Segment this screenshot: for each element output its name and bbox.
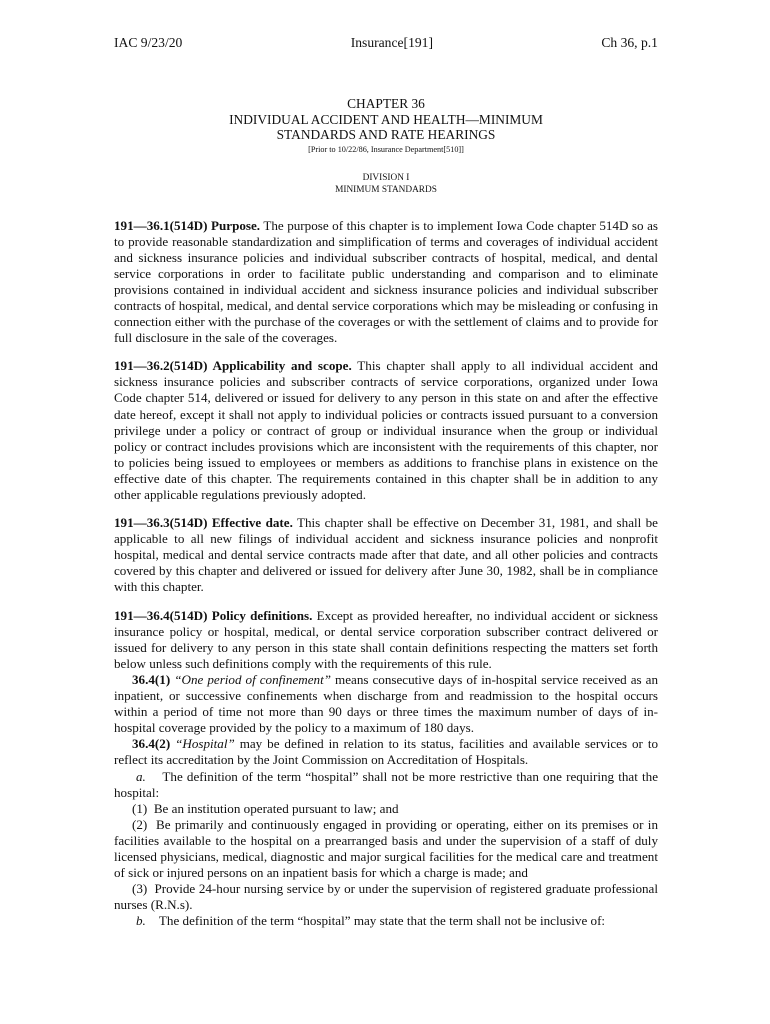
division-title: MINIMUM STANDARDS	[335, 184, 437, 195]
subrule-term: “Hospital”	[175, 736, 235, 752]
rule-36-2-applicability	[114, 358, 658, 503]
list-item-2	[114, 817, 658, 881]
list-item-3	[114, 881, 658, 913]
paragraph-text: The definition of the term “hospital” shall not be more restrictive than one requiring that the hospital:	[114, 768, 659, 800]
paragraph-text: The definition of the term “hospital” may state that the term shall not be inclusive of:	[158, 913, 606, 929]
subrule-text: may be defined in relation to its status, facilities and available services or to reflect its accreditation by the Joint Commission on Accreditation of Hospitals.	[114, 736, 659, 768]
item-label: (3)	[132, 881, 148, 897]
header-page-ref: Ch 36, p.1	[601, 35, 658, 50]
rule-36-3-effective-date	[114, 515, 658, 595]
paragraph-label: a.	[136, 768, 146, 784]
chapter-number: CHAPTER 36	[347, 96, 425, 111]
chapter-heading	[114, 96, 658, 156]
division-number: DIVISION I	[362, 172, 410, 183]
chapter-title-line-2: STANDARDS AND RATE HEARINGS	[276, 127, 496, 142]
paragraph-b	[114, 913, 658, 929]
subrule-36-4-2	[114, 736, 658, 768]
item-text: Be an institution operated pursuant to law; and	[153, 800, 399, 816]
division-heading	[114, 172, 658, 196]
rule-heading: 191—36.4(514D) Policy definitions.	[114, 607, 313, 623]
chapter-prior-note: [Prior to 10/22/86, Insurance Department[510]]	[308, 144, 464, 154]
chapter-title-line-1: INDIVIDUAL ACCIDENT AND HEALTH—MINIMUM	[229, 111, 543, 127]
rule-heading: 191—36.1(514D) Purpose.	[114, 217, 261, 233]
rule-heading: 191—36.2(514D) Applicability and scope.	[114, 358, 352, 374]
subrule-text: means consecutive days of in-hospital service received as an inpatient, or successive confinements when discharge from and readmission to the hospital occurs within a period of time not more than 90 days or three times the maximum number of days of in-hospital coverage provided by the policy to a maximum of 180 days.	[114, 671, 659, 736]
paragraph-a	[114, 769, 658, 801]
rule-text: This chapter shall apply to all individual accident and sickness insurance policies and subscriber contracts of service corporations, organized under Iowa Code chapter 514, delivered or issued for delivery to any person in this state on and after the effective date hereof, except it shall not apply to individual policies or contracts issued pursuant to a conversion privilege under a policy or contract of group or individual insurance when the group or individual policy or contract includes provisions which are inconsistent with the requirements of this chapter, nor to policies being issued to employees or members as additions to franchise plans in existence on the effective date of this chapter. The requirements contained in this chapter shall be in addition to any other applicable regulations previously adopted.	[114, 358, 658, 502]
subrule-term: “One period of confinement”	[174, 671, 332, 687]
item-text: Be primarily and continuously engaged in providing or operating, either on its premises or in facilities available to the hospital on a prearranged basis and under the supervision of a staff of duly licensed physicians, medical, diagnostic and major surgical facilities for the medical care and treatment of sick or injured persons on an inpatient basis for which a charge is made; and	[114, 816, 658, 881]
rule-text: The purpose of this chapter is to implement Iowa Code chapter 514D so as to provide reasonable standardization and simplification of terms and coverages of individual accident and sickness insurance policies and individual subscriber contracts of hospital, medical, and dental service corporations in order to facilitate public understanding and comparison and to eliminate provisions contained in individual accident and sickness insurance policies and individual subscriber contracts of hospital, medical, and dental service corporations which may be misleading or confusing in connection either with the purchase of the coverages or with the settlement of claims and to provide for full disclosure in the sale of the coverages.	[114, 217, 658, 346]
document-body	[114, 96, 658, 929]
item-text: Provide 24-hour nursing service by or under the supervision of registered graduate professional nurses (R.N.s).	[114, 881, 659, 913]
header-agency: Insurance[191]	[350, 35, 433, 50]
rule-text: Except as provided hereafter, no individual accident or sickness insurance policy or hospital, medical, or dental service corporation subscriber contract delivered or issued for delivery to any person in this state shall contain definitions respecting the matters set forth below unless such definitions comply with the requirements of this rule.	[114, 607, 658, 671]
rule-heading: 191—36.3(514D) Effective date.	[114, 515, 293, 531]
rule-36-1-purpose	[114, 218, 658, 347]
paragraph-label: b.	[136, 913, 146, 929]
list-item-1	[114, 801, 658, 817]
subrule-number: 36.4(2)	[132, 736, 171, 752]
rule-text: This chapter shall be effective on December 31, 1981, and shall be applicable to all new filings of individual accident and sickness insurance policies and nonprofit hospital, medical and dental service contracts made after that date, and all other policies and contracts covered by this chapter and delivered or issued for delivery after June 30, 1982, shall be in compliance with this chapter.	[114, 515, 658, 595]
subrule-number: 36.4(1)	[132, 671, 171, 687]
header-date: IAC 9/23/20	[114, 35, 183, 50]
subrule-36-4-1	[114, 672, 658, 736]
item-label: (1)	[132, 800, 148, 816]
running-header	[114, 35, 658, 51]
rule-36-4-policy-definitions	[114, 608, 658, 672]
item-label: (2)	[132, 816, 148, 832]
